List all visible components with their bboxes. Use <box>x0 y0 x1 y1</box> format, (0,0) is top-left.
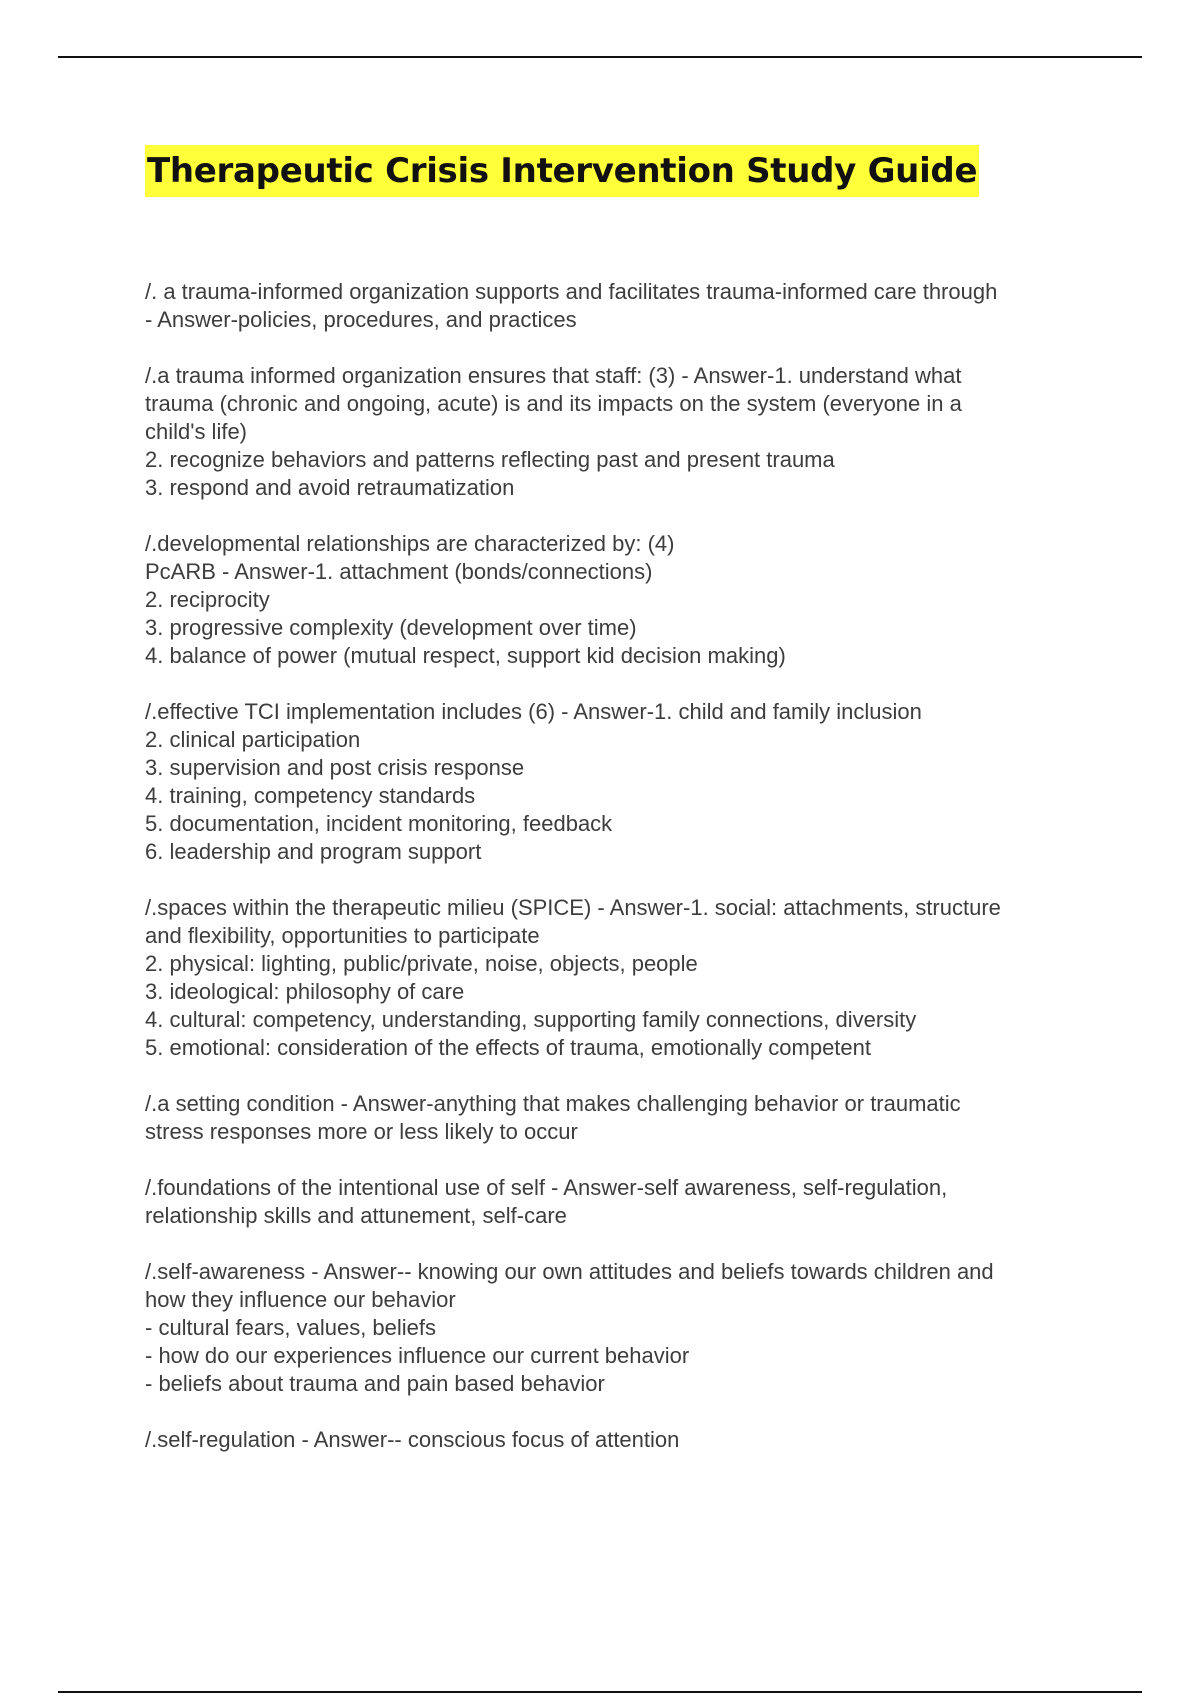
bottom-divider <box>58 1691 1142 1693</box>
entry-line: /.a setting condition - Answer-anything that makes challenging behavior or traumatic <box>145 1091 961 1116</box>
entry-line: 5. documentation, incident monitoring, feedback <box>145 811 613 836</box>
entry-line: stress responses more or less likely to occur <box>145 1119 578 1144</box>
entry-line: 4. balance of power (mutual respect, support kid decision making) <box>145 643 786 668</box>
qa-entry <box>145 894 1105 1062</box>
qa-entry <box>145 1090 1105 1146</box>
qa-entry <box>145 530 1105 670</box>
entry-line: trauma (chronic and ongoing, acute) is and its impacts on the system (everyone in a <box>145 391 962 416</box>
entry-line: how they influence our behavior <box>145 1287 456 1312</box>
entry-line: /.self-awareness - Answer-- knowing our own attitudes and beliefs towards children and <box>145 1259 994 1284</box>
entry-line: 3. respond and avoid retraumatization <box>145 475 515 500</box>
entry-line: relationship skills and attunement, self-care <box>145 1203 567 1228</box>
entry-line: 3. ideological: philosophy of care <box>145 979 465 1004</box>
entry-line: 5. emotional: consideration of the effects of trauma, emotionally competent <box>145 1035 871 1060</box>
top-divider <box>58 56 1142 58</box>
entry-line: 6. leadership and program support <box>145 839 482 864</box>
qa-entry <box>145 698 1105 866</box>
qa-entry <box>145 362 1105 502</box>
entry-line: 2. reciprocity <box>145 587 270 612</box>
entry-line: - cultural fears, values, beliefs <box>145 1315 437 1340</box>
entry-line: child's life) <box>145 419 248 444</box>
entry-line: /.spaces within the therapeutic milieu (SPICE) - Answer-1. social: attachments, structure <box>145 895 1001 920</box>
entry-line: - how do our experiences influence our current behavior <box>145 1343 690 1368</box>
title-block <box>145 145 979 197</box>
study-guide-content <box>145 278 1105 1482</box>
entry-line: /.self-regulation - Answer-- conscious focus of attention <box>145 1427 680 1452</box>
entry-line: /.a trauma informed organization ensures that staff: (3) - Answer-1. understand what <box>145 363 962 388</box>
entry-line: 2. recognize behaviors and patterns reflecting past and present trauma <box>145 447 835 472</box>
entry-line: 2. clinical participation <box>145 727 361 752</box>
entry-line: /.foundations of the intentional use of self - Answer-self awareness, self-regulation, <box>145 1175 948 1200</box>
entry-line: 3. supervision and post crisis response <box>145 755 525 780</box>
qa-entry <box>145 278 1105 334</box>
entry-line: /. a trauma-informed organization supports and facilitates trauma-informed care through <box>145 279 998 304</box>
entry-line: 4. cultural: competency, understanding, supporting family connections, diversity <box>145 1007 917 1032</box>
entry-line: /.effective TCI implementation includes (6) - Answer-1. child and family inclusion <box>145 699 922 724</box>
entry-line: 3. progressive complexity (development over time) <box>145 615 637 640</box>
entry-line: PcARB - Answer-1. attachment (bonds/connections) <box>145 559 653 584</box>
qa-entry <box>145 1426 1105 1454</box>
entry-line: - Answer-policies, procedures, and practices <box>145 307 577 332</box>
entry-line: /.developmental relationships are characterized by: (4) <box>145 531 675 556</box>
entry-line: and flexibility, opportunities to participate <box>145 923 540 948</box>
document-title: Therapeutic Crisis Intervention Study Guide <box>145 145 979 197</box>
entry-line: - beliefs about trauma and pain based behavior <box>145 1371 605 1396</box>
qa-entry <box>145 1258 1105 1398</box>
entry-line: 2. physical: lighting, public/private, noise, objects, people <box>145 951 698 976</box>
entry-line: 4. training, competency standards <box>145 783 476 808</box>
qa-entry <box>145 1174 1105 1230</box>
